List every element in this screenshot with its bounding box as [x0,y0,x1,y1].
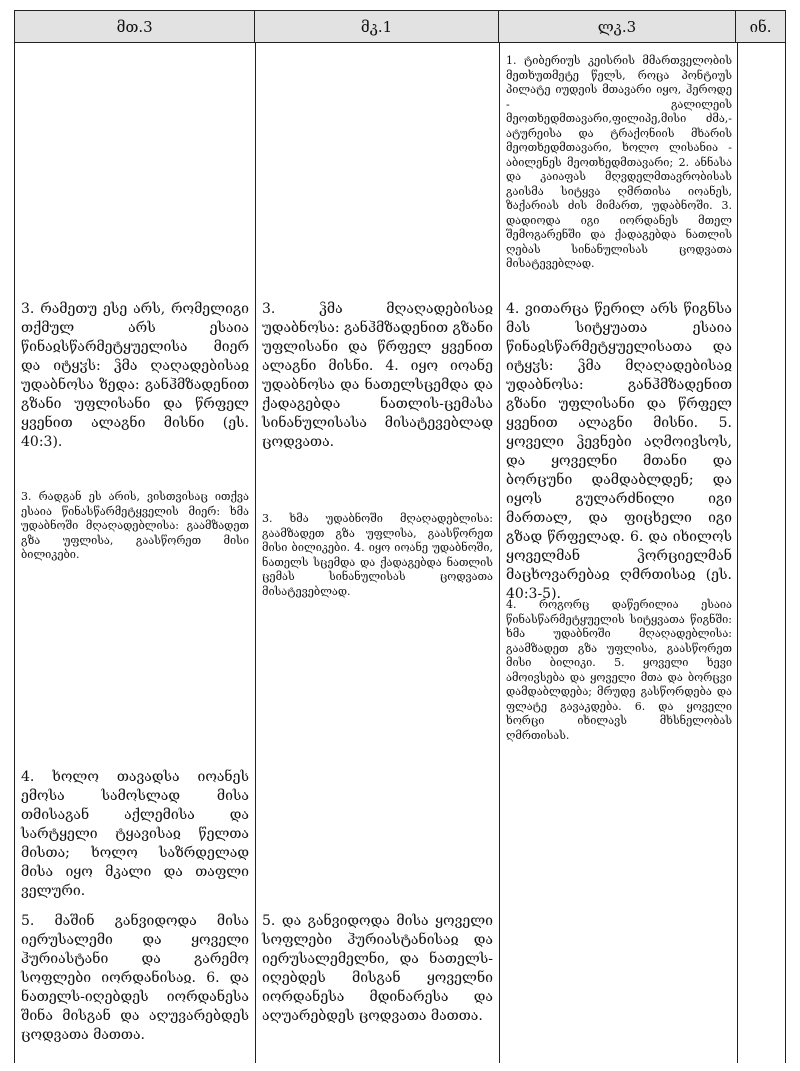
luke-verses-4-6-modern: 4. როგორც დაწერილია ესაია წინასწარმეტყუელის სიტყვათა წიგნში: ხმა უდაბნოში მღაღადებლისა: გაამზადეთ გზა უფლისა, გაასწორეთ მისი ბილიკი. 5. ყოველი ხევი ამოივსება და ყოველი მთა და ბორცვი დამდაბლდება; მრუდე გასწორდება და ფლატე გავაკდება. 6. და ყოველი ხორცი იხილავს მხსნელობას ღმრთისას. [506,598,732,742]
table-header [14,10,786,43]
luke-verses-4-6-old: 4. ვითარცა წერილ არს წიგნსა მას სიტყუათა ესაია წინაჲსწარმეტყუელისათა და იტყჳს: ჴმა მღაღადებისაჲ უდაბნოსა: განჰმზადენით გზანი უფლისანი და წრფელ ყვენით ალაგნი მისნი. 5. ყოველი ჴევნები აღმოივსოს, და ყოველნი მთანი და ბორცუნი დამდაბლდენ; და იყოს გულარძნილი იგი მართალ, და ფიცხელი იგი გზად წრფელად. 6. და იხილოს ყოველმან ჴორციელმან მაცხოვარებაჲ ღმრთისაჲ (ეს. 40:3-5). [506,301,732,602]
header-matthew: მთ.3 [15,11,255,42]
header-luke: ლკ.3 [499,11,736,42]
header-mark: მკ.1 [255,11,498,42]
luke-verses-1-3: 1. ტიბერიუს კეისრის მმართველობის მეთხუთმეტე წელს, როცა პონტიუს პილატე იუდეის მთავარი იყო, ჰეროდე - გალილეის მეოთხედმთავარი,ფილიპე,მისი ძმა,- ატურეისა და ტრაქონიის მხარის მეოთხედმთავარი, ხოლო ლისანია - აბილენეს მეოთხედმთავარი; 2. ანნასა და კაიაფას მღვდელმთავრობისას გაისმა სიტყვა ღმრთისა იოანეს, ზაქარიას ძის მიმართ, უდაბნოში. 3. დადიოდა იგი იორდანეს მთელ შემოგარენში და ქადაგებდა ნათლის ღებას სინანულისას ცოდვათა მისატევებლად. [506,54,732,270]
header-john: ინ. [749,17,772,36]
column-divider-2 [499,43,500,1063]
matthew-verses-5-6: 5. მაშინ განვიდოდა მისა იერუსალემი და ყოველი ჰურიასტანი და გარემო სოფლები იორდანისაჲ. 6. და ნათელს-იღებდეს იორდანესა შინა მისგან და აღუვარებდეს ცოდვათა მათთა. [21,913,249,1043]
table-border-left [14,43,15,1063]
column-divider-3 [737,43,738,1063]
mark-verse-5: 5. და განვიდოდა მისა ყოველი სოფლები ჰურიასტანისაჲ და იერუსალემელნი, და ნათელს-იღებდეს მისგან ყოველნი იორდანესა მდინარესა და აღუარებდეს ცოდვათა მათთა. [262,913,493,1024]
column-divider-1 [255,43,256,1063]
matthew-verse-3-modern: 3. რადგან ეს არის, ვისთვისაც ითქვა ესაია წინასწარმეტყველის მიერ: ხმა უდაბნოში მღაღადებლისა: გაამზადეთ გზა უფლისა, გაასწორეთ მისი ბილიკები. [21,490,249,561]
table-border-right [785,43,786,1063]
mark-verses-3-4-modern: 3. ხმა უდაბნოში მღაღადებლისა: გაამზადეთ გზა უფლისა, გაასწორეთ მისი ბილიკები. 4. იყო იოანე უდაბნოში, ნათელს სცემდა და ქადაგებდა ნათლის ცემას სინანულისას ცოდვათა მისატევებლად. [262,512,493,598]
matthew-verse-4: 4. ხოლო თავადსა იოანეს ემოსა სამოსლად მისა თმისაგან აქლემისა და სარტყელი ტყავისაჲ წელთა მისთა; ხოლო საზრდელად მისა იყო მკალი და თაფლი ველური. [21,769,249,899]
mark-verses-3-4-old: 3. ჴმა მღაღადებისაჲ უდაბნოსა: განჰმზადენით გზანი უფლისანი და წრფელ ყვენით ალაგნი მისნი. 4. იყო იოანე უდაბნოსა და ნათელსცემდა და ქადაგებდა ნათლის-ცემასა სინანულისასა მისატევებლად ცოდვათა. [262,301,494,450]
matthew-verse-3-old: 3. რამეთუ ესე არს, რომელიგი თქმულ არს ესაია წინაჲსწარმეტყუელისა მიერ და იტყჳს: ჴმა ღაღადებისაჲ უდაბნოსა ზედა: განჰმზადენით გზანი უფლისანი და წრფელ ყვენით ალაგნი მისნი (ეს. 40:3). [21,301,249,450]
